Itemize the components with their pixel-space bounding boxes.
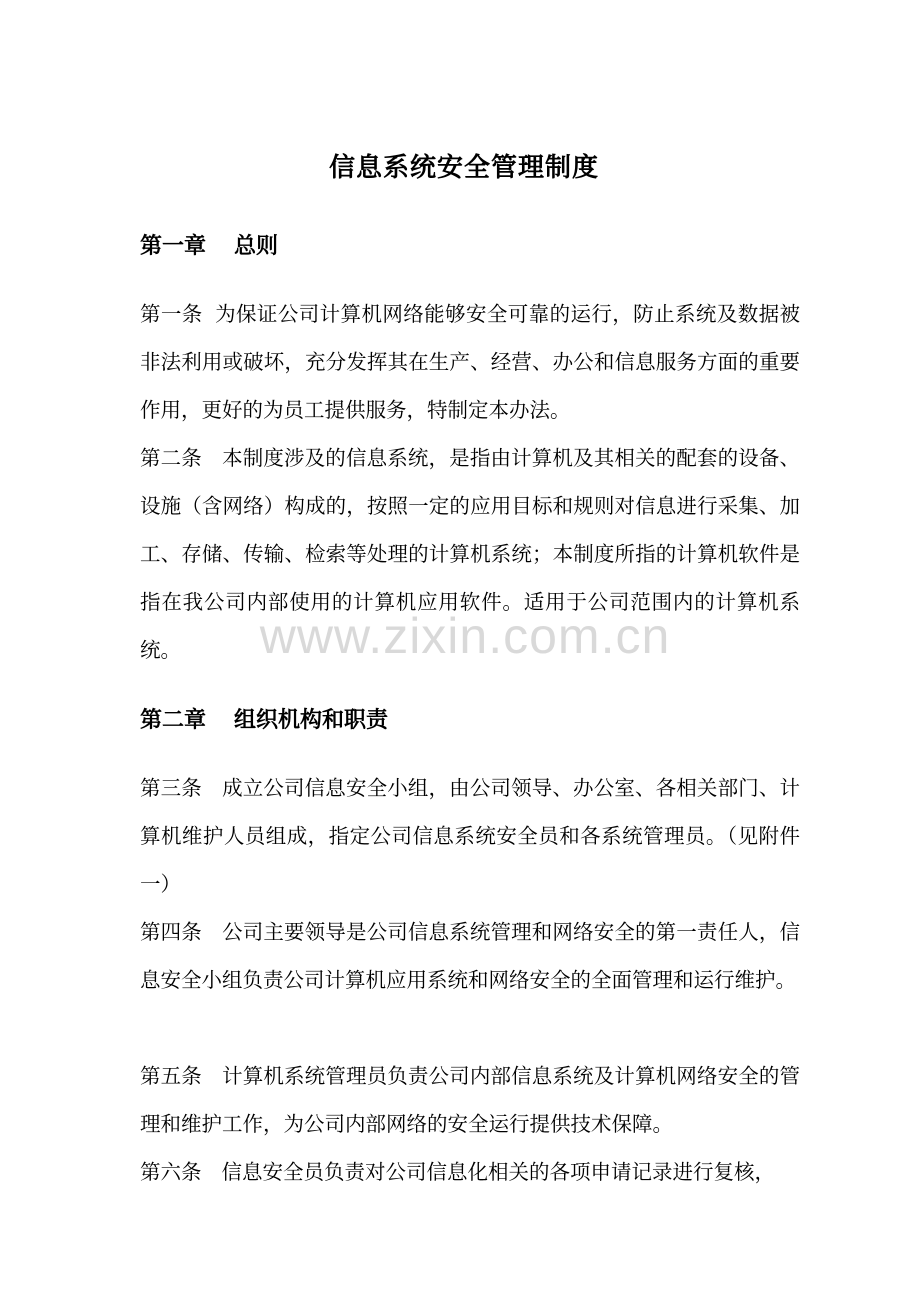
article-5 [140,1052,800,1148]
chapter-heading-2 [140,704,388,736]
article-1 [140,290,800,434]
chapter-title: 组织机构和职责 [234,707,389,733]
chapter-number: 第一章 [140,233,207,259]
article-text: 公司主要领导是公司信息系统管理和网络安全的第一责任人，信息安全小组负责公司计算机应用系统和网络安全的全面管理和运行维护。 [140,920,801,992]
document-title: 信息系统安全管理制度 [328,153,599,183]
article-number: 第五条 [140,1064,202,1088]
article-text: 为保证公司计算机网络能够安全可靠的运行，防止系统及数据被非法利用或破坏，充分发挥其在生产、经营、办公和信息服务方面的重要作用，更好的为员工提供服务，特制定本办法。 [140,302,801,422]
article-text: 本制度涉及的信息系统，是指由计算机及其相关的配套的设备、设施（含网络）构成的，按照一定的应用目标和规则对信息进行采集、加工、存储、传输、检索等处理的计算机系统；本制度所指的计算机软件是指在我公司内部使用的计算机应用软件。适用于公司范围内的计算机系统。 [140,446,801,662]
article-number: 第六条 [140,1160,202,1184]
chapter-title: 总则 [234,233,279,259]
article-number: 第一条 [140,302,203,326]
chapter-heading-1 [140,230,278,262]
chapter-number: 第二章 [140,707,207,733]
article-4 [140,908,800,1004]
article-number: 第二条 [140,446,202,470]
article-2 [140,434,800,674]
article-text: 计算机系统管理员负责公司内部信息系统及计算机网络安全的管理和维护工作，为公司内部网络的安全运行提供技术保障。 [140,1064,801,1136]
article-3 [140,764,800,908]
article-number: 第三条 [140,776,202,800]
article-text: 信息安全员负责对公司信息化相关的各项申请记录进行复核， [221,1160,775,1184]
article-6 [140,1148,800,1196]
article-text: 成立公司信息安全小组，由公司领导、办公室、各相关部门、计算机维护人员组成，指定公司信息系统安全员和各系统管理员。（见附件一） [140,776,801,896]
watermark-text: www.zixin.com.cn [259,608,671,664]
article-number: 第四条 [140,920,202,944]
